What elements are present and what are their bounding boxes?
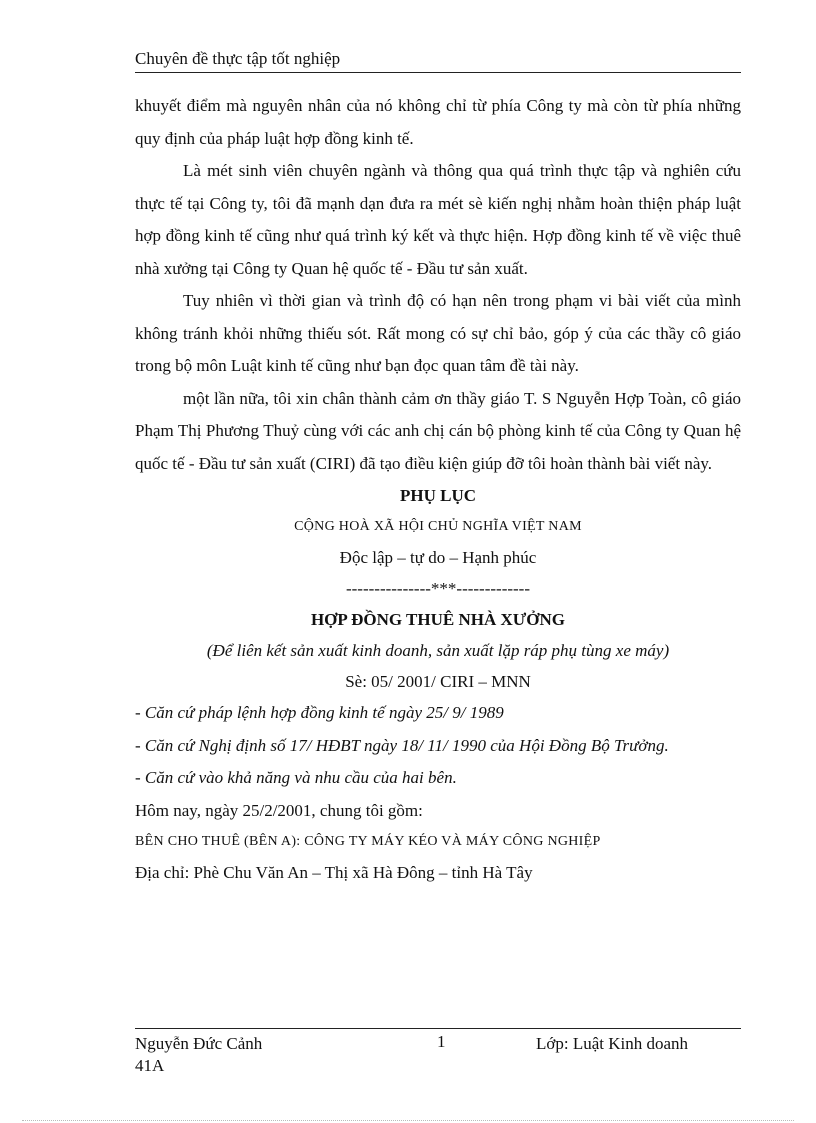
appendix-heading: PHỤ LỤC bbox=[399, 486, 477, 505]
paragraph-4: một lần nữa, tôi xin chân thành cảm ơn thầy giáo T. S Nguyễn Hợp Toàn, cô giáo Phạm Thị Phương Thuỷ cùng với các anh chị cán bộ phòng kinh tế của Công ty Quan hệ quốc tế - Đầu tư sản xuất (CIRI) đã tạo điều kiện giúp đỡ tôi hoàn thành bài viết này. bbox=[135, 388, 741, 473]
footer-divider bbox=[135, 1028, 741, 1029]
address-line: Địa chỉ: Phè Chu Văn An – Thị xã Hà Đông – tỉnh Hà Tây bbox=[135, 862, 533, 882]
motto: Độc lập – tự do – Hạnh phúc bbox=[339, 548, 537, 567]
contract-number: Sè: 05/ 2001/ CIRI – MNN bbox=[345, 672, 531, 691]
contract-subtitle: (Để liên kết sản xuất kinh doanh, sản xuất lặp ráp phụ tùng xe máy) bbox=[206, 641, 670, 660]
basis-item-2: - Căn cứ Nghị định số 17/ HĐBT ngày 18/ 11/ 1990 của Hội Đồng Bộ Trưởng. bbox=[135, 735, 669, 755]
paragraph-2: Là mét sinh viên chuyên ngành và thông qua quá trình thực tập và nghiên cứu thực tế tại Công ty, tôi đã mạnh dạn đưa ra mét sè kiến nghị nhằm hoàn thiện pháp luật hợp đồng kinh tế cũng như quá trình ký kết và thực hiện. Hợp đồng kinh tế về việc thuê nhà xưởng tại Công ty Quan hệ quốc tế - Đầu tư sản xuất. bbox=[135, 161, 741, 278]
paragraph-1: khuyết điểm mà nguyên nhân của nó không chỉ từ phía Công ty mà còn từ phía những quy định của pháp luật hợp đồng kinh tế. bbox=[135, 96, 741, 148]
nation-title: CỘNG HOÀ XÃ HỘI CHỦ NGHĨA VIỆT NAM bbox=[294, 519, 582, 534]
basis-item-1: - Căn cứ pháp lệnh hợp đồng kinh tế ngày 25/ 9/ 1989 bbox=[135, 703, 504, 722]
footer-author: Nguyễn Đức Cảnh 41A bbox=[135, 1034, 263, 1075]
paragraph-3: Tuy nhiên vì thời gian và trình độ có hạn nên trong phạm vi bài viết của mình không tránh khỏi những thiếu sót. Rất mong có sự chỉ bảo, góp ý của các thầy cô giáo trong bộ môn Luật kinh tế cũng như bạn đọc quan tâm đề tài này. bbox=[135, 291, 741, 375]
header-title: Chuyên đề thực tập tốt nghiệp bbox=[135, 49, 341, 68]
separator: ---------------***------------- bbox=[345, 579, 530, 598]
contract-title: HỢP ĐỒNG THUÊ NHÀ XƯỞNG bbox=[310, 610, 566, 629]
page-header bbox=[135, 46, 741, 73]
page-number: 1 bbox=[437, 1032, 446, 1051]
lessor-line: BÊN CHO THUÊ (BÊN A): CÔNG TY MÁY KÉO VÀ MÁY CÔNG NGHIỆP bbox=[135, 833, 601, 849]
footer-class: Lớp: Luật Kinh doanh bbox=[536, 1034, 689, 1053]
basis-item-3: - Căn cứ vào khả năng và nhu cầu của hai bên. bbox=[135, 768, 457, 787]
document-body bbox=[135, 90, 741, 888]
date-line: Hôm nay, ngày 25/2/2001, chung tôi gồm: bbox=[135, 800, 423, 820]
page-edge-divider bbox=[22, 1120, 794, 1121]
